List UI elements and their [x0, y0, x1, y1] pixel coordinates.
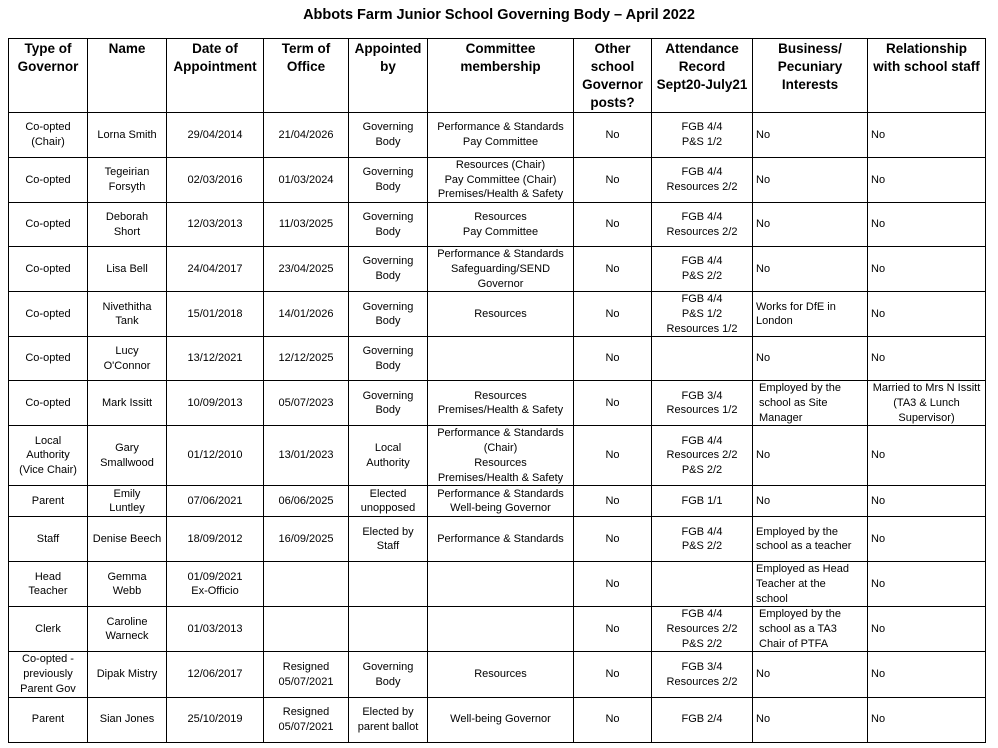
header-business: Business/ Pecuniary Interests: [753, 39, 868, 113]
cell-type: Co-opted: [9, 247, 88, 292]
cell-term: 14/01/2026: [264, 292, 349, 337]
cell-name: Mark Issitt: [88, 381, 167, 426]
cell-appointed-by: Elected by Staff: [349, 517, 428, 562]
cell-date: 02/03/2016: [167, 158, 264, 203]
table-row: [9, 697, 986, 742]
cell-type: Parent: [9, 697, 88, 742]
cell-date: 15/01/2018: [167, 292, 264, 337]
cell-type: Co-opted: [9, 337, 88, 381]
cell-term: 12/12/2025: [264, 337, 349, 381]
table-row: [9, 381, 986, 426]
cell-appointed-by: [349, 607, 428, 652]
cell-other-posts: No: [574, 697, 652, 742]
cell-type: Co-opted - previously Parent Gov: [9, 652, 88, 697]
header-name: Name: [88, 39, 167, 113]
cell-name: Caroline Warneck: [88, 607, 167, 652]
cell-other-posts: No: [574, 562, 652, 607]
header-row: [9, 39, 986, 113]
cell-committee: Performance & Standards Safeguarding/SEND Governor: [428, 247, 574, 292]
cell-type: Clerk: [9, 607, 88, 652]
cell-relationship: No: [868, 337, 986, 381]
cell-type: Co-opted: [9, 381, 88, 426]
cell-relationship: No: [868, 247, 986, 292]
cell-attendance: FGB 2/4: [652, 697, 753, 742]
cell-term: Resigned 05/07/2021: [264, 697, 349, 742]
cell-business: No: [753, 486, 868, 517]
cell-name: Lorna Smith: [88, 113, 167, 158]
cell-relationship: No: [868, 486, 986, 517]
header-relationship: Relationship with school staff: [868, 39, 986, 113]
header-date: Date of Appointment: [167, 39, 264, 113]
cell-type: Co-opted (Chair): [9, 113, 88, 158]
cell-attendance: FGB 4/4 Resources 2/2 P&S 2/2: [652, 426, 753, 486]
cell-date: 13/12/2021: [167, 337, 264, 381]
cell-attendance: FGB 4/4 P&S 2/2: [652, 517, 753, 562]
cell-date: 01/03/2013: [167, 607, 264, 652]
cell-term: 05/07/2023: [264, 381, 349, 426]
cell-committee: Resources Pay Committee: [428, 203, 574, 247]
cell-other-posts: No: [574, 652, 652, 697]
cell-date: 01/09/2021 Ex-Officio: [167, 562, 264, 607]
cell-attendance: FGB 4/4 P&S 2/2: [652, 247, 753, 292]
cell-business: No: [753, 113, 868, 158]
cell-business: No: [753, 337, 868, 381]
cell-committee: [428, 562, 574, 607]
cell-business: Employed by the school as Site Manager: [753, 381, 868, 426]
cell-term: [264, 562, 349, 607]
cell-committee: Resources: [428, 652, 574, 697]
cell-term: 06/06/2025: [264, 486, 349, 517]
cell-appointed-by: Governing Body: [349, 381, 428, 426]
cell-name: Emily Luntley: [88, 486, 167, 517]
cell-type: Local Authority (Vice Chair): [9, 426, 88, 486]
cell-business: No: [753, 158, 868, 203]
cell-term: Resigned 05/07/2021: [264, 652, 349, 697]
cell-attendance: FGB 3/4 Resources 2/2: [652, 652, 753, 697]
cell-business: No: [753, 652, 868, 697]
cell-appointed-by: Governing Body: [349, 337, 428, 381]
cell-committee: Performance & Standards Pay Committee: [428, 113, 574, 158]
header-other-posts: Other school Governor posts?: [574, 39, 652, 113]
cell-business: No: [753, 426, 868, 486]
cell-type: Co-opted: [9, 158, 88, 203]
cell-attendance: [652, 562, 753, 607]
cell-committee: Resources (Chair) Pay Committee (Chair) Premises/Health & Safety: [428, 158, 574, 203]
cell-type: Co-opted: [9, 292, 88, 337]
table-row: [9, 652, 986, 697]
cell-committee: Resources Premises/Health & Safety: [428, 381, 574, 426]
document-title: Abbots Farm Junior School Governing Body – April 2022: [303, 7, 695, 23]
cell-appointed-by: [349, 562, 428, 607]
cell-date: 18/09/2012: [167, 517, 264, 562]
cell-attendance: FGB 4/4 Resources 2/2: [652, 203, 753, 247]
cell-appointed-by: Elected unopposed: [349, 486, 428, 517]
cell-appointed-by: Governing Body: [349, 113, 428, 158]
cell-other-posts: No: [574, 337, 652, 381]
cell-business: Employed by the school as a TA3 Chair of PTFA: [753, 607, 868, 652]
cell-other-posts: No: [574, 247, 652, 292]
cell-appointed-by: Governing Body: [349, 652, 428, 697]
cell-date: 07/06/2021: [167, 486, 264, 517]
table-row: [9, 203, 986, 247]
cell-name: Deborah Short: [88, 203, 167, 247]
cell-appointed-by: Governing Body: [349, 203, 428, 247]
cell-relationship: No: [868, 517, 986, 562]
cell-committee: Well-being Governor: [428, 697, 574, 742]
header-appointed-by: Appointed by: [349, 39, 428, 113]
cell-relationship: No: [868, 426, 986, 486]
cell-business: No: [753, 203, 868, 247]
cell-appointed-by: Governing Body: [349, 158, 428, 203]
cell-name: Gemma Webb: [88, 562, 167, 607]
cell-term: 13/01/2023: [264, 426, 349, 486]
cell-attendance: FGB 1/1: [652, 486, 753, 517]
cell-date: 12/06/2017: [167, 652, 264, 697]
cell-appointed-by: Elected by parent ballot: [349, 697, 428, 742]
cell-term: [264, 607, 349, 652]
cell-relationship: No: [868, 562, 986, 607]
cell-name: Lisa Bell: [88, 247, 167, 292]
cell-other-posts: No: [574, 607, 652, 652]
cell-business: Works for DfE in London: [753, 292, 868, 337]
cell-business: No: [753, 247, 868, 292]
cell-date: 12/03/2013: [167, 203, 264, 247]
cell-attendance: FGB 4/4 P&S 1/2: [652, 113, 753, 158]
header-committee: Committee membership: [428, 39, 574, 113]
cell-type: Co-opted: [9, 203, 88, 247]
cell-type: Parent: [9, 486, 88, 517]
cell-other-posts: No: [574, 292, 652, 337]
cell-committee: [428, 337, 574, 381]
cell-other-posts: No: [574, 158, 652, 203]
cell-relationship: No: [868, 113, 986, 158]
cell-name: Sian Jones: [88, 697, 167, 742]
cell-committee: [428, 607, 574, 652]
cell-relationship: No: [868, 158, 986, 203]
cell-relationship: Married to Mrs N Issitt (TA3 & Lunch Supervisor): [868, 381, 986, 426]
cell-term: 21/04/2026: [264, 113, 349, 158]
header-attendance: Attendance Record Sept20-July21: [652, 39, 753, 113]
cell-attendance: FGB 3/4 Resources 1/2: [652, 381, 753, 426]
cell-term: 01/03/2024: [264, 158, 349, 203]
cell-attendance: [652, 337, 753, 381]
table-row: [9, 158, 986, 203]
cell-other-posts: No: [574, 426, 652, 486]
cell-other-posts: No: [574, 381, 652, 426]
cell-name: Tegeirian Forsyth: [88, 158, 167, 203]
cell-name: Lucy O'Connor: [88, 337, 167, 381]
cell-date: 25/10/2019: [167, 697, 264, 742]
cell-relationship: No: [868, 607, 986, 652]
cell-committee: Performance & Standards (Chair) Resources Premises/Health & Safety: [428, 426, 574, 486]
cell-relationship: No: [868, 203, 986, 247]
cell-term: 23/04/2025: [264, 247, 349, 292]
cell-appointed-by: Governing Body: [349, 247, 428, 292]
cell-committee: Performance & Standards Well-being Governor: [428, 486, 574, 517]
cell-attendance: FGB 4/4 Resources 2/2 P&S 2/2: [652, 607, 753, 652]
cell-relationship: No: [868, 652, 986, 697]
cell-name: Nivethitha Tank: [88, 292, 167, 337]
cell-relationship: No: [868, 697, 986, 742]
cell-date: 01/12/2010: [167, 426, 264, 486]
cell-other-posts: No: [574, 203, 652, 247]
cell-business: Employed as Head Teacher at the school: [753, 562, 868, 607]
table-row: [9, 247, 986, 292]
cell-appointed-by: Governing Body: [349, 292, 428, 337]
cell-relationship: No: [868, 292, 986, 337]
cell-other-posts: No: [574, 486, 652, 517]
cell-type: Head Teacher: [9, 562, 88, 607]
cell-name: Gary Smallwood: [88, 426, 167, 486]
cell-name: Denise Beech: [88, 517, 167, 562]
header-term: Term of Office: [264, 39, 349, 113]
cell-name: Dipak Mistry: [88, 652, 167, 697]
cell-business: Employed by the school as a teacher: [753, 517, 868, 562]
cell-appointed-by: Local Authority: [349, 426, 428, 486]
cell-attendance: FGB 4/4 Resources 2/2: [652, 158, 753, 203]
cell-type: Staff: [9, 517, 88, 562]
cell-term: 11/03/2025: [264, 203, 349, 247]
governors-table: [8, 38, 986, 743]
cell-business: No: [753, 697, 868, 742]
table-row: [9, 607, 986, 652]
cell-committee: Performance & Standards: [428, 517, 574, 562]
table-row: [9, 486, 986, 517]
cell-other-posts: No: [574, 517, 652, 562]
table-row: [9, 562, 986, 607]
cell-committee: Resources: [428, 292, 574, 337]
table-row: [9, 337, 986, 381]
cell-date: 29/04/2014: [167, 113, 264, 158]
table-row: [9, 426, 986, 486]
header-type: Type of Governor: [9, 39, 88, 113]
cell-term: 16/09/2025: [264, 517, 349, 562]
table-row: [9, 517, 986, 562]
cell-other-posts: No: [574, 113, 652, 158]
cell-attendance: FGB 4/4 P&S 1/2 Resources 1/2: [652, 292, 753, 337]
table-row: [9, 113, 986, 158]
cell-date: 24/04/2017: [167, 247, 264, 292]
cell-date: 10/09/2013: [167, 381, 264, 426]
table-row: [9, 292, 986, 337]
